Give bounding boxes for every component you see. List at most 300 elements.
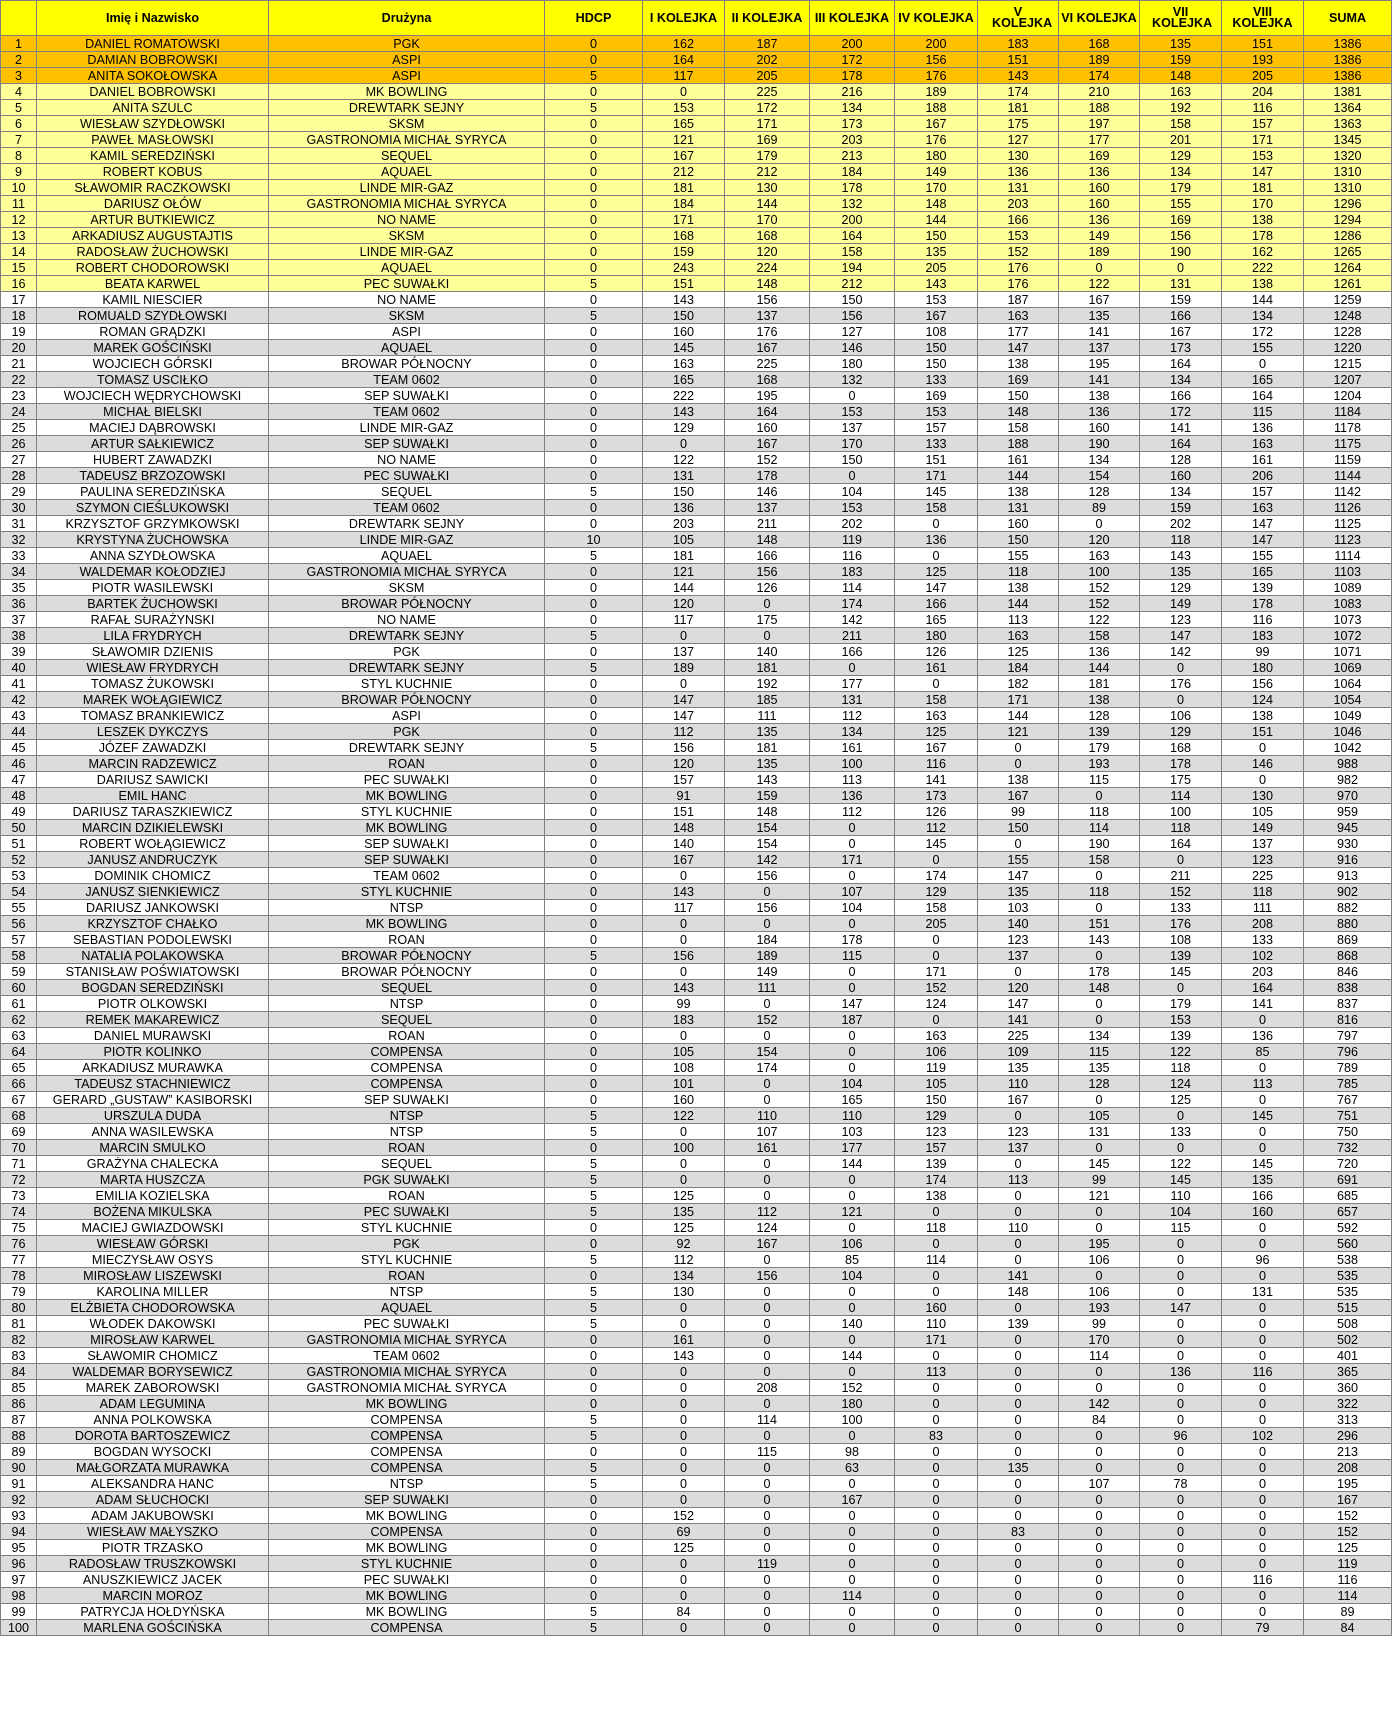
round-8-cell: 0 bbox=[1222, 772, 1304, 788]
round-3-cell: 166 bbox=[810, 644, 895, 660]
round-4-cell: 171 bbox=[895, 468, 978, 484]
name-cell: ADAM JAKUBOWSKI bbox=[37, 1508, 269, 1524]
rank-cell: 17 bbox=[1, 292, 37, 308]
round-3-cell: 167 bbox=[810, 1492, 895, 1508]
round-1-cell: 100 bbox=[643, 1140, 725, 1156]
round-1-cell: 136 bbox=[643, 500, 725, 516]
round-4-cell: 0 bbox=[895, 1412, 978, 1428]
round-6-cell: 163 bbox=[1059, 548, 1140, 564]
round-8-cell: 151 bbox=[1222, 724, 1304, 740]
round-1-cell: 0 bbox=[643, 1396, 725, 1412]
sum-cell: 1114 bbox=[1304, 548, 1392, 564]
name-cell: MARTA HUSZCZA bbox=[37, 1172, 269, 1188]
round-3-cell: 216 bbox=[810, 84, 895, 100]
round-1-cell: 112 bbox=[643, 1252, 725, 1268]
round-7-cell: 164 bbox=[1140, 356, 1222, 372]
rank-cell: 37 bbox=[1, 612, 37, 628]
sum-cell: 1144 bbox=[1304, 468, 1392, 484]
round-8-cell: 85 bbox=[1222, 1044, 1304, 1060]
round-1-cell: 0 bbox=[643, 868, 725, 884]
round-6-cell: 168 bbox=[1059, 36, 1140, 52]
round-2-cell: 166 bbox=[725, 548, 810, 564]
round-7-cell: 152 bbox=[1140, 884, 1222, 900]
hdcp-cell: 5 bbox=[545, 1476, 643, 1492]
hdcp-cell: 0 bbox=[545, 1588, 643, 1604]
round-3-cell: 147 bbox=[810, 996, 895, 1012]
hdcp-cell: 5 bbox=[545, 1252, 643, 1268]
name-cell: REMEK MAKAREWICZ bbox=[37, 1012, 269, 1028]
name-cell: DARIUSZ TARASZKIEWICZ bbox=[37, 804, 269, 820]
team-cell: STYL KUCHNIE bbox=[269, 804, 545, 820]
table-row bbox=[1, 372, 1392, 388]
rank-cell: 10 bbox=[1, 180, 37, 196]
round-7-cell: 0 bbox=[1140, 260, 1222, 276]
round-1-cell: 99 bbox=[643, 996, 725, 1012]
round-6-cell: 190 bbox=[1059, 836, 1140, 852]
round-3-cell: 131 bbox=[810, 692, 895, 708]
round-4-cell: 149 bbox=[895, 164, 978, 180]
round-2-cell: 168 bbox=[725, 228, 810, 244]
round-8-cell: 204 bbox=[1222, 84, 1304, 100]
table-row bbox=[1, 756, 1392, 772]
table-row bbox=[1, 388, 1392, 404]
table-row bbox=[1, 836, 1392, 852]
round-8-cell: 172 bbox=[1222, 324, 1304, 340]
name-cell: BARTEK ŻUCHOWSKI bbox=[37, 596, 269, 612]
round-6-cell: 177 bbox=[1059, 132, 1140, 148]
round-8-cell: 149 bbox=[1222, 820, 1304, 836]
rank-cell: 77 bbox=[1, 1252, 37, 1268]
rank-cell: 3 bbox=[1, 68, 37, 84]
round-8-cell: 222 bbox=[1222, 260, 1304, 276]
round-1-cell: 129 bbox=[643, 420, 725, 436]
round-4-cell: 157 bbox=[895, 1140, 978, 1156]
sum-cell: 1175 bbox=[1304, 436, 1392, 452]
round-8-cell: 155 bbox=[1222, 548, 1304, 564]
round-2-cell: 0 bbox=[725, 1396, 810, 1412]
round-3-cell: 0 bbox=[810, 836, 895, 852]
round-2-cell: 154 bbox=[725, 820, 810, 836]
round-2-cell: 185 bbox=[725, 692, 810, 708]
team-cell: NTSP bbox=[269, 996, 545, 1012]
round-1-cell: 0 bbox=[643, 1588, 725, 1604]
sum-cell: 751 bbox=[1304, 1108, 1392, 1124]
round-7-cell: 147 bbox=[1140, 628, 1222, 644]
rank-cell: 26 bbox=[1, 436, 37, 452]
round-4-cell: 133 bbox=[895, 372, 978, 388]
header-round-1: I KOLEJKA bbox=[643, 1, 725, 36]
round-1-cell: 0 bbox=[643, 1492, 725, 1508]
sum-cell: 313 bbox=[1304, 1412, 1392, 1428]
round-8-cell: 0 bbox=[1222, 740, 1304, 756]
round-4-cell: 125 bbox=[895, 724, 978, 740]
round-3-cell: 177 bbox=[810, 676, 895, 692]
round-5-cell: 131 bbox=[978, 180, 1059, 196]
rank-cell: 14 bbox=[1, 244, 37, 260]
team-cell: BROWAR PÓŁNOCNY bbox=[269, 596, 545, 612]
team-cell: PGK bbox=[269, 724, 545, 740]
round-7-cell: 179 bbox=[1140, 180, 1222, 196]
team-cell: DREWTARK SEJNY bbox=[269, 628, 545, 644]
round-7-cell: 135 bbox=[1140, 36, 1222, 52]
sum-cell: 114 bbox=[1304, 1588, 1392, 1604]
round-8-cell: 205 bbox=[1222, 68, 1304, 84]
round-3-cell: 0 bbox=[810, 388, 895, 404]
hdcp-cell: 5 bbox=[545, 308, 643, 324]
round-2-cell: 0 bbox=[725, 1492, 810, 1508]
round-1-cell: 0 bbox=[643, 964, 725, 980]
team-cell: COMPENSA bbox=[269, 1524, 545, 1540]
round-6-cell: 151 bbox=[1059, 916, 1140, 932]
name-cell: ROBERT KOBUS bbox=[37, 164, 269, 180]
round-1-cell: 203 bbox=[643, 516, 725, 532]
round-7-cell: 0 bbox=[1140, 1508, 1222, 1524]
round-7-cell: 78 bbox=[1140, 1476, 1222, 1492]
rank-cell: 39 bbox=[1, 644, 37, 660]
round-8-cell: 0 bbox=[1222, 1460, 1304, 1476]
round-2-cell: 0 bbox=[725, 1540, 810, 1556]
name-cell: TOMASZ ŻUKOWSKI bbox=[37, 676, 269, 692]
round-1-cell: 125 bbox=[643, 1540, 725, 1556]
round-2-cell: 0 bbox=[725, 1332, 810, 1348]
round-1-cell: 143 bbox=[643, 980, 725, 996]
round-3-cell: 0 bbox=[810, 1044, 895, 1060]
round-5-cell: 0 bbox=[978, 1396, 1059, 1412]
team-cell: DREWTARK SEJNY bbox=[269, 740, 545, 756]
table-row bbox=[1, 804, 1392, 820]
round-3-cell: 0 bbox=[810, 1572, 895, 1588]
rank-cell: 24 bbox=[1, 404, 37, 420]
round-3-cell: 0 bbox=[810, 820, 895, 836]
round-6-cell: 121 bbox=[1059, 1188, 1140, 1204]
round-1-cell: 122 bbox=[643, 1108, 725, 1124]
round-1-cell: 0 bbox=[643, 628, 725, 644]
round-1-cell: 152 bbox=[643, 1508, 725, 1524]
round-7-cell: 159 bbox=[1140, 500, 1222, 516]
team-cell: PGK bbox=[269, 36, 545, 52]
round-8-cell: 0 bbox=[1222, 1492, 1304, 1508]
name-cell: MACIEJ DĄBROWSKI bbox=[37, 420, 269, 436]
round-4-cell: 0 bbox=[895, 1492, 978, 1508]
rank-cell: 23 bbox=[1, 388, 37, 404]
round-6-cell: 100 bbox=[1059, 564, 1140, 580]
table-row bbox=[1, 644, 1392, 660]
hdcp-cell: 0 bbox=[545, 292, 643, 308]
round-2-cell: 148 bbox=[725, 804, 810, 820]
round-5-cell: 0 bbox=[978, 1492, 1059, 1508]
rank-cell: 76 bbox=[1, 1236, 37, 1252]
team-cell: COMPENSA bbox=[269, 1444, 545, 1460]
round-3-cell: 104 bbox=[810, 1268, 895, 1284]
hdcp-cell: 0 bbox=[545, 932, 643, 948]
hdcp-cell: 0 bbox=[545, 452, 643, 468]
round-2-cell: 202 bbox=[725, 52, 810, 68]
round-8-cell: 144 bbox=[1222, 292, 1304, 308]
round-3-cell: 104 bbox=[810, 484, 895, 500]
round-6-cell: 190 bbox=[1059, 436, 1140, 452]
team-cell: PEC SUWAŁKI bbox=[269, 1204, 545, 1220]
round-8-cell: 0 bbox=[1222, 1060, 1304, 1076]
team-cell: NTSP bbox=[269, 1284, 545, 1300]
round-2-cell: 0 bbox=[725, 1604, 810, 1620]
name-cell: ARTUR BUTKIEWICZ bbox=[37, 212, 269, 228]
round-5-cell: 163 bbox=[978, 628, 1059, 644]
round-1-cell: 0 bbox=[643, 436, 725, 452]
name-cell: WOJCIECH GÓRSKI bbox=[37, 356, 269, 372]
sum-cell: 1310 bbox=[1304, 180, 1392, 196]
sum-cell: 1363 bbox=[1304, 116, 1392, 132]
round-5-cell: 110 bbox=[978, 1076, 1059, 1092]
round-7-cell: 0 bbox=[1140, 660, 1222, 676]
name-cell: PIOTR KOLINKO bbox=[37, 1044, 269, 1060]
name-cell: SŁAWOMIR RACZKOWSKI bbox=[37, 180, 269, 196]
round-8-cell: 136 bbox=[1222, 420, 1304, 436]
round-7-cell: 0 bbox=[1140, 1108, 1222, 1124]
team-cell: SEP SUWAŁKI bbox=[269, 1492, 545, 1508]
round-5-cell: 123 bbox=[978, 1124, 1059, 1140]
round-3-cell: 112 bbox=[810, 804, 895, 820]
name-cell: SŁAWOMIR CHOMICZ bbox=[37, 1348, 269, 1364]
round-3-cell: 0 bbox=[810, 1620, 895, 1636]
table-row bbox=[1, 660, 1392, 676]
hdcp-cell: 0 bbox=[545, 1380, 643, 1396]
sum-cell: 167 bbox=[1304, 1492, 1392, 1508]
round-2-cell: 114 bbox=[725, 1412, 810, 1428]
round-7-cell: 0 bbox=[1140, 1252, 1222, 1268]
round-3-cell: 213 bbox=[810, 148, 895, 164]
round-4-cell: 171 bbox=[895, 964, 978, 980]
round-5-cell: 0 bbox=[978, 1620, 1059, 1636]
hdcp-cell: 0 bbox=[545, 84, 643, 100]
round-3-cell: 172 bbox=[810, 52, 895, 68]
round-6-cell: 197 bbox=[1059, 116, 1140, 132]
rank-cell: 55 bbox=[1, 900, 37, 916]
hdcp-cell: 0 bbox=[545, 180, 643, 196]
header-hdcp: HDCP bbox=[545, 1, 643, 36]
round-8-cell: 137 bbox=[1222, 836, 1304, 852]
round-5-cell: 125 bbox=[978, 644, 1059, 660]
round-1-cell: 112 bbox=[643, 724, 725, 740]
round-7-cell: 166 bbox=[1140, 388, 1222, 404]
team-cell: COMPENSA bbox=[269, 1044, 545, 1060]
round-3-cell: 115 bbox=[810, 948, 895, 964]
round-1-cell: 137 bbox=[643, 644, 725, 660]
round-5-cell: 147 bbox=[978, 340, 1059, 356]
round-6-cell: 0 bbox=[1059, 1556, 1140, 1572]
round-8-cell: 145 bbox=[1222, 1156, 1304, 1172]
round-5-cell: 0 bbox=[978, 1252, 1059, 1268]
round-5-cell: 135 bbox=[978, 1060, 1059, 1076]
table-row bbox=[1, 100, 1392, 116]
round-4-cell: 165 bbox=[895, 612, 978, 628]
round-2-cell: 170 bbox=[725, 212, 810, 228]
team-cell: NTSP bbox=[269, 1124, 545, 1140]
round-6-cell: 160 bbox=[1059, 180, 1140, 196]
round-4-cell: 0 bbox=[895, 1556, 978, 1572]
round-8-cell: 0 bbox=[1222, 1476, 1304, 1492]
round-8-cell: 0 bbox=[1222, 1092, 1304, 1108]
round-4-cell: 167 bbox=[895, 116, 978, 132]
round-1-cell: 181 bbox=[643, 180, 725, 196]
round-8-cell: 0 bbox=[1222, 1412, 1304, 1428]
table-row bbox=[1, 1588, 1392, 1604]
hdcp-cell: 0 bbox=[545, 436, 643, 452]
rank-cell: 5 bbox=[1, 100, 37, 116]
round-6-cell: 143 bbox=[1059, 932, 1140, 948]
round-8-cell: 183 bbox=[1222, 628, 1304, 644]
rank-cell: 73 bbox=[1, 1188, 37, 1204]
sum-cell: 902 bbox=[1304, 884, 1392, 900]
round-5-cell: 147 bbox=[978, 996, 1059, 1012]
round-1-cell: 181 bbox=[643, 548, 725, 564]
round-6-cell: 178 bbox=[1059, 964, 1140, 980]
sum-cell: 1046 bbox=[1304, 724, 1392, 740]
round-5-cell: 171 bbox=[978, 692, 1059, 708]
team-cell: PEC SUWAŁKI bbox=[269, 468, 545, 484]
round-6-cell: 0 bbox=[1059, 516, 1140, 532]
hdcp-cell: 0 bbox=[545, 676, 643, 692]
round-7-cell: 167 bbox=[1140, 324, 1222, 340]
round-2-cell: 154 bbox=[725, 836, 810, 852]
round-8-cell: 164 bbox=[1222, 980, 1304, 996]
hdcp-cell: 0 bbox=[545, 692, 643, 708]
round-6-cell: 160 bbox=[1059, 420, 1140, 436]
round-3-cell: 202 bbox=[810, 516, 895, 532]
round-8-cell: 96 bbox=[1222, 1252, 1304, 1268]
table-row bbox=[1, 772, 1392, 788]
round-3-cell: 150 bbox=[810, 452, 895, 468]
round-5-cell: 163 bbox=[978, 308, 1059, 324]
hdcp-cell: 5 bbox=[545, 1124, 643, 1140]
round-5-cell: 0 bbox=[978, 1444, 1059, 1460]
table-row bbox=[1, 484, 1392, 500]
table-row bbox=[1, 180, 1392, 196]
round-1-cell: 120 bbox=[643, 756, 725, 772]
hdcp-cell: 0 bbox=[545, 724, 643, 740]
round-7-cell: 0 bbox=[1140, 1588, 1222, 1604]
round-4-cell: 126 bbox=[895, 644, 978, 660]
name-cell: PIOTR OLKOWSKI bbox=[37, 996, 269, 1012]
round-2-cell: 156 bbox=[725, 1268, 810, 1284]
table-row bbox=[1, 308, 1392, 324]
table-row bbox=[1, 244, 1392, 260]
table-row bbox=[1, 1556, 1392, 1572]
round-2-cell: 0 bbox=[725, 996, 810, 1012]
round-6-cell: 138 bbox=[1059, 692, 1140, 708]
team-cell: SEQUEL bbox=[269, 1012, 545, 1028]
rank-cell: 44 bbox=[1, 724, 37, 740]
round-3-cell: 140 bbox=[810, 1316, 895, 1332]
name-cell: ELŻBIETA CHODOROWSKA bbox=[37, 1300, 269, 1316]
round-7-cell: 160 bbox=[1140, 468, 1222, 484]
round-7-cell: 135 bbox=[1140, 564, 1222, 580]
round-2-cell: 148 bbox=[725, 532, 810, 548]
round-7-cell: 122 bbox=[1140, 1156, 1222, 1172]
rank-cell: 87 bbox=[1, 1412, 37, 1428]
round-4-cell: 114 bbox=[895, 1252, 978, 1268]
round-2-cell: 176 bbox=[725, 324, 810, 340]
round-6-cell: 135 bbox=[1059, 1060, 1140, 1076]
name-cell: MIROSŁAW LISZEWSKI bbox=[37, 1268, 269, 1284]
round-2-cell: 135 bbox=[725, 756, 810, 772]
table-row bbox=[1, 564, 1392, 580]
round-6-cell: 118 bbox=[1059, 804, 1140, 820]
round-4-cell: 176 bbox=[895, 68, 978, 84]
round-2-cell: 115 bbox=[725, 1444, 810, 1460]
round-3-cell: 212 bbox=[810, 276, 895, 292]
round-2-cell: 156 bbox=[725, 564, 810, 580]
round-5-cell: 138 bbox=[978, 484, 1059, 500]
round-5-cell: 175 bbox=[978, 116, 1059, 132]
table-row bbox=[1, 132, 1392, 148]
round-4-cell: 118 bbox=[895, 1220, 978, 1236]
round-4-cell: 141 bbox=[895, 772, 978, 788]
round-8-cell: 165 bbox=[1222, 564, 1304, 580]
sum-cell: 213 bbox=[1304, 1444, 1392, 1460]
round-5-cell: 83 bbox=[978, 1524, 1059, 1540]
round-2-cell: 156 bbox=[725, 868, 810, 884]
name-cell: EMILIA KOZIELSKA bbox=[37, 1188, 269, 1204]
round-7-cell: 159 bbox=[1140, 52, 1222, 68]
rank-cell: 9 bbox=[1, 164, 37, 180]
round-5-cell: 169 bbox=[978, 372, 1059, 388]
team-cell: ROAN bbox=[269, 932, 545, 948]
round-2-cell: 0 bbox=[725, 1284, 810, 1300]
round-1-cell: 160 bbox=[643, 1092, 725, 1108]
round-7-cell: 134 bbox=[1140, 484, 1222, 500]
round-8-cell: 124 bbox=[1222, 692, 1304, 708]
round-7-cell: 0 bbox=[1140, 1236, 1222, 1252]
round-6-cell: 134 bbox=[1059, 1028, 1140, 1044]
round-3-cell: 0 bbox=[810, 1284, 895, 1300]
table-row bbox=[1, 276, 1392, 292]
hdcp-cell: 0 bbox=[545, 1060, 643, 1076]
round-6-cell: 148 bbox=[1059, 980, 1140, 996]
sum-cell: 560 bbox=[1304, 1236, 1392, 1252]
table-row bbox=[1, 1540, 1392, 1556]
sum-cell: 945 bbox=[1304, 820, 1392, 836]
table-row bbox=[1, 1412, 1392, 1428]
sum-cell: 1364 bbox=[1304, 100, 1392, 116]
hdcp-cell: 5 bbox=[545, 548, 643, 564]
rank-cell: 95 bbox=[1, 1540, 37, 1556]
round-8-cell: 0 bbox=[1222, 1348, 1304, 1364]
sum-cell: 1261 bbox=[1304, 276, 1392, 292]
round-8-cell: 171 bbox=[1222, 132, 1304, 148]
round-4-cell: 0 bbox=[895, 1604, 978, 1620]
team-cell: NTSP bbox=[269, 900, 545, 916]
table-row bbox=[1, 788, 1392, 804]
table-row bbox=[1, 340, 1392, 356]
team-cell: SEQUEL bbox=[269, 980, 545, 996]
round-3-cell: 146 bbox=[810, 340, 895, 356]
round-8-cell: 146 bbox=[1222, 756, 1304, 772]
rank-cell: 93 bbox=[1, 1508, 37, 1524]
round-3-cell: 178 bbox=[810, 68, 895, 84]
round-4-cell: 83 bbox=[895, 1428, 978, 1444]
round-8-cell: 138 bbox=[1222, 708, 1304, 724]
round-4-cell: 176 bbox=[895, 132, 978, 148]
name-cell: MICHAŁ BIELSKI bbox=[37, 404, 269, 420]
round-2-cell: 119 bbox=[725, 1556, 810, 1572]
round-2-cell: 143 bbox=[725, 772, 810, 788]
round-3-cell: 187 bbox=[810, 1012, 895, 1028]
name-cell: WOJCIECH WĘDRYCHOWSKI bbox=[37, 388, 269, 404]
round-7-cell: 129 bbox=[1140, 580, 1222, 596]
round-4-cell: 138 bbox=[895, 1188, 978, 1204]
round-1-cell: 0 bbox=[643, 1172, 725, 1188]
round-6-cell: 188 bbox=[1059, 100, 1140, 116]
